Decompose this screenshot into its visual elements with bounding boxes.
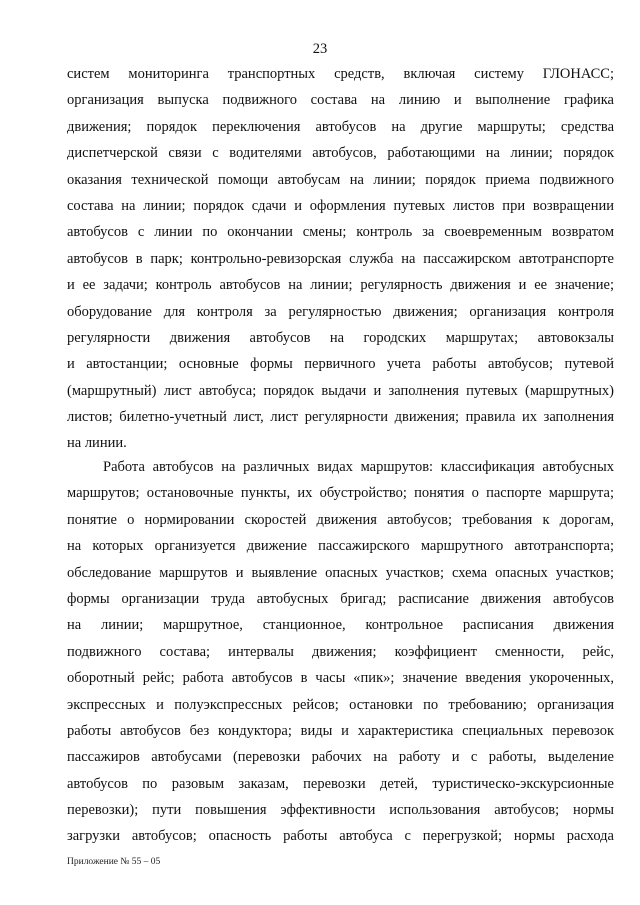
text-line: Работа автобусов на различных видах маршрутов: классификация автобусных: [103, 459, 614, 475]
text-line: автобусов в парк; контрольно-ревизорская служба на пассажирском автотранспорте: [67, 250, 614, 267]
text-line: на которых организуется движение пассажирского маршрутного автотранспорта;: [67, 538, 614, 555]
text-line: состава на линии; порядок сдачи и оформления путевых листов при возвращении: [67, 197, 614, 214]
text-line: понятие о нормировании скоростей движения автобусов; требования к дорогам,: [67, 511, 614, 528]
text-line: оборотный рейс; работа автобусов в часы «пик»; значение введения укороченных,: [67, 670, 614, 687]
paragraph-2: [67, 454, 614, 850]
text-line: на линии; маршрутное, станционное, контрольное расписания движения: [67, 617, 614, 634]
text-line: регулярности движения автобусов на городских маршрутах; автовокзалы: [67, 329, 614, 346]
text-line: подвижного состава; интервалы движения; коэффициент сменности, рейс,: [67, 643, 614, 660]
text-line: оборудование для контроля за регулярностью движения; организация контроля: [67, 303, 614, 320]
paragraph-1: [67, 61, 614, 457]
text-line: экспрессных и полуэкспрессных рейсов; остановки по требованию; организация: [67, 696, 614, 713]
text-line: и ее задачи; контроль автобусов на линии; регулярность движения и ее значение;: [67, 277, 614, 294]
page-number: 23: [312, 41, 328, 57]
footer-note: Приложение № 55 – 05: [67, 857, 161, 867]
text-line: организация выпуска подвижного состава на линию и выполнение графика: [67, 92, 614, 109]
text-line: автобусов по разовым заказам, перевозки детей, туристическо-экскурсионные: [67, 775, 614, 792]
text-line: обследование маршрутов и выявление опасных участков; схема опасных участков;: [67, 564, 614, 581]
text-line: (маршрутный) лист автобуса; порядок выдачи и заполнения путевых (маршрутных): [67, 382, 614, 399]
text-line: пассажиров автобусами (перевозки рабочих на работу и с работы, выделение: [67, 749, 614, 766]
text-line: на линии.: [67, 435, 127, 452]
text-line: диспетчерской связи с водителями автобусов, работающими на линии; порядок: [67, 145, 614, 162]
text-line: систем мониторинга транспортных средств, включая систему ГЛОНАСС;: [67, 66, 614, 82]
text-line: загрузки автобусов; опасность работы автобуса с перегрузкой; нормы расхода: [67, 828, 614, 845]
text-line: формы организации труда автобусных бригад; расписание движения автобусов: [67, 590, 614, 607]
text-line: маршрутов; остановочные пункты, их обустройство; понятия о паспорте маршрута;: [67, 485, 614, 502]
text-line: автобусов с линии по окончании смены; контроль за своевременным возвратом: [67, 224, 614, 241]
text-line: и автостанции; основные формы первичного учета работы автобусов; путевой: [67, 356, 614, 373]
text-line: работы автобусов без кондуктора; виды и характеристика специальных перевозок: [67, 722, 614, 739]
text-line: движения; порядок переключения автобусов на другие маршруты; средства: [67, 118, 614, 135]
text-line: перевозки); пути повышения эффективности использования автобусов; нормы: [67, 802, 614, 819]
text-line: оказания технической помощи автобусам на линии; порядок приема подвижного: [67, 171, 614, 188]
text-line: листов; билетно-учетный лист, лист регулярности движения; правила их заполнения: [67, 409, 614, 426]
